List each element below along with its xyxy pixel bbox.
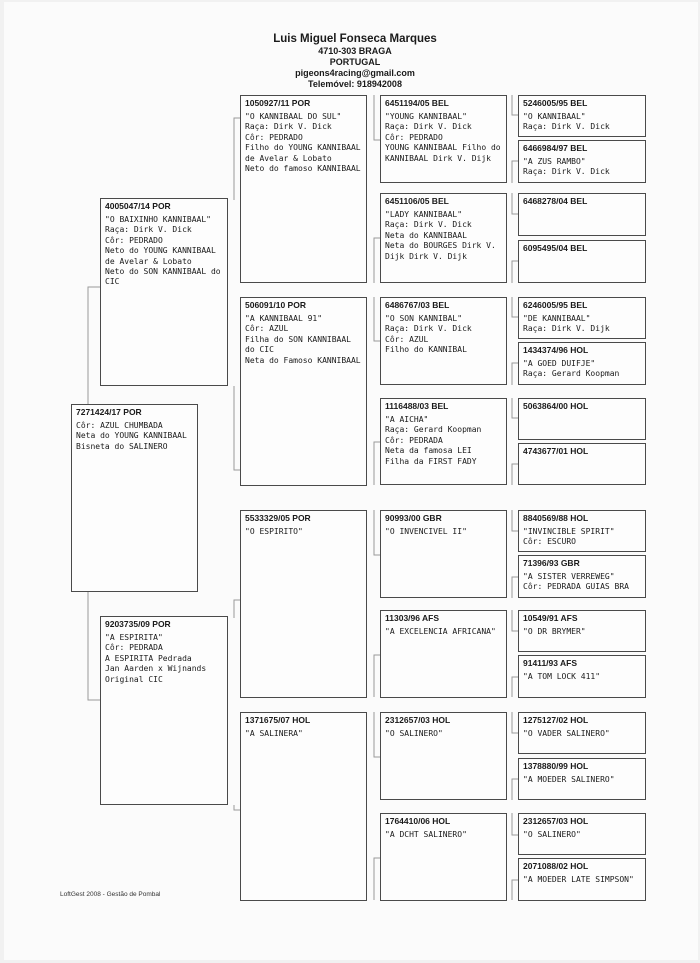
bird-detail-line: Côr: ESCURO: [523, 537, 576, 547]
ring-number: 4743677/01 HOL: [523, 446, 589, 456]
bird-detail-line: "A ESPIRITA": [105, 633, 163, 642]
ring-number: 11303/96 AFS: [385, 613, 440, 623]
bird-detail-line: "O DR BRYMER": [523, 627, 586, 636]
bird-details: [523, 672, 641, 682]
bird-detail-line: "YOUNG KANNIBAAL": [385, 112, 467, 121]
ring-number: 2312657/03 HOL: [523, 816, 589, 826]
owner-address-line1: 4710-303 BRAGA: [318, 46, 392, 56]
bird-detail-line: Neta do Famoso KANNIBAAL: [245, 355, 361, 365]
bird-detail-line: "A KANNIBAAL 91": [245, 314, 323, 323]
ring-number: 1378880/99 HOL: [523, 761, 589, 771]
bird-detail-line: "O SALINERO": [385, 729, 443, 738]
bird-detail-line: Neta do KANNIBAAL: [385, 230, 467, 240]
bird-detail-line: "A GOED DUIFJE": [523, 359, 596, 368]
ring-number: 6451194/05 BEL: [385, 98, 449, 108]
ring-number: 6246005/95 BEL: [523, 300, 588, 310]
ring-number: 1434374/96 HOL: [523, 345, 589, 355]
bird-detail-line: Raça: Gerard Koopman: [385, 425, 482, 435]
pedigree-box-ss: [240, 95, 367, 283]
pedigree-box-g10: [518, 555, 646, 598]
bird-detail-line: "A DCHT SALINERO": [385, 830, 467, 839]
pedigree-box-g15: [518, 813, 646, 855]
bird-detail-line: "A MOEDER SALINERO": [523, 775, 615, 784]
bird-detail-line: "LADY KANNIBAAL": [385, 210, 463, 219]
ring-number: 7271424/17 POR: [76, 407, 142, 417]
pedigree-box-g16: [518, 858, 646, 901]
ring-number: 5533329/05 POR: [245, 513, 311, 523]
software-footer: LoftGest 2008 - Gestão de Pombal: [60, 891, 161, 898]
ring-number: 9203735/09 POR: [105, 619, 171, 629]
bird-details: [523, 359, 641, 380]
bird-details: [385, 112, 506, 164]
pedigree-box-dss: [380, 510, 507, 598]
bird-detail-line: Côr: PEDRADA: [385, 435, 443, 445]
pedigree-box-sss: [380, 95, 507, 183]
bird-detail-line: Jan Aarden x Wijnands Original CIC: [105, 664, 211, 684]
bird-details: [245, 112, 366, 174]
ring-number: 2071088/02 HOL: [523, 861, 589, 871]
bird-details: [523, 627, 641, 637]
bird-detail-line: "A AICHA": [385, 415, 429, 424]
ring-number: 6095495/04 BEL: [523, 243, 588, 253]
ring-number: 10549/91 AFS: [523, 613, 578, 623]
bird-detail-line: Neto do YOUNG KANNIBAAL de Avelar & Lobato: [105, 246, 221, 266]
bird-details: [523, 157, 641, 178]
bird-detail-line: Côr: PEDRADA GUIAS BRA: [523, 582, 629, 592]
bird-detail-line: "O ESPIRITO": [245, 527, 303, 536]
bird-detail-line: "A SALINERA": [245, 729, 303, 738]
ring-number: 6468278/04 BEL: [523, 196, 588, 206]
bird-detail-line: Neta do BOURGES Dirk V. Dijk Dirk V. Dijk: [385, 241, 501, 261]
bird-details: [523, 112, 641, 133]
bird-details: [245, 729, 362, 739]
bird-detail-line: Filho do YOUNG KANNIBAAL de Avelar & Lobato: [245, 143, 366, 163]
ring-number: 5246005/95 BEL: [523, 98, 588, 108]
pedigree-box-g7: [518, 398, 646, 440]
ring-number: 5063864/00 HOL: [523, 401, 589, 411]
pedigree-box-g2: [518, 140, 646, 183]
bird-details: [76, 421, 193, 452]
pedigree-box-ddd: [380, 813, 507, 901]
ring-number: 4005047/14 POR: [105, 201, 171, 211]
bird-detail-line: Raça: Dirk V. Dick: [245, 122, 332, 132]
bird-details: [385, 729, 502, 739]
bird-detail-line: Neta da famosa LEI: [385, 446, 472, 456]
bird-detail-line: Neto do famoso KANNIBAAL: [245, 164, 361, 174]
bird-details: [245, 527, 362, 537]
bird-details: [523, 830, 641, 840]
bird-details: [385, 314, 502, 356]
pedigree-box-g9: [518, 510, 646, 552]
bird-detail-line: "INVINCIBLE SPIRIT": [523, 527, 615, 536]
pedigree-box-dam: [100, 616, 228, 805]
pedigree-box-g14: [518, 758, 646, 800]
bird-detail-line: Filha do SON KANNIBAAL do CIC: [245, 334, 356, 355]
ring-number: 1050927/11 POR: [245, 98, 311, 108]
bird-detail-line: A ESPIRITA Pedrada: [105, 653, 192, 663]
bird-details: [523, 314, 641, 335]
bird-detail-line: Neta do YOUNG KANNIBAAL: [76, 431, 187, 441]
bird-details: [523, 775, 641, 785]
bird-detail-line: Raça: Dirk V. Dick: [523, 122, 610, 132]
bird-detail-line: "O INVENCIVEL II": [385, 527, 467, 536]
pedigree-box-g1: [518, 95, 646, 137]
pedigree-box-g12: [518, 655, 646, 698]
pedigree-box-g4: [518, 240, 646, 283]
pedigree-box-g13: [518, 712, 646, 754]
bird-detail-line: Neto do SON KANNIBAAL do CIC: [105, 267, 226, 287]
bird-detail-line: "A MOEDER LATE SIMPSON": [523, 875, 634, 884]
ring-number: 71396/93 GBR: [523, 558, 580, 568]
ring-number: 1116488/03 BEL: [385, 401, 449, 411]
pedigree-box-g6: [518, 342, 646, 385]
bird-detail-line: "O KANNIBAAL DO SUL": [245, 112, 342, 121]
bird-detail-line: Raça: Dirk V. Dick: [385, 122, 472, 132]
bird-details: [385, 415, 502, 467]
pedigree-box-dsd: [380, 610, 507, 698]
ring-number: 6466984/97 BEL: [523, 143, 588, 153]
ring-number: 8840569/88 HOL: [523, 513, 589, 523]
pedigree-box-g8: [518, 443, 646, 485]
ring-number: 1275127/02 HOL: [523, 715, 589, 725]
pedigree-box-dds: [380, 712, 507, 800]
ring-number: 6451106/05 BEL: [385, 196, 449, 206]
bird-detail-line: Raça: Dirk V. Dick: [385, 220, 472, 230]
ring-number: 6486767/03 BEL: [385, 300, 450, 310]
bird-details: [523, 527, 641, 548]
bird-detail-line: "A TOM LOCK 411": [523, 672, 601, 681]
bird-detail-line: Côr: PEDRADO: [105, 235, 163, 245]
pedigree-box-sd: [240, 297, 367, 486]
owner-phone: Telemóvel: 918942008: [308, 79, 402, 89]
pedigree-box-subject: [71, 404, 198, 592]
bird-detail-line: Raça: Dirk V. Dick: [105, 225, 192, 235]
bird-details: [105, 215, 226, 288]
pedigree-box-sds: [380, 297, 507, 385]
owner-name: Luis Miguel Fonseca Marques: [273, 33, 437, 45]
bird-detail-line: Filho do KANNIBAL: [385, 345, 467, 355]
pedigree-box-dd: [240, 712, 367, 901]
bird-detail-line: Côr: PEDRADO: [245, 132, 303, 142]
ring-number: 2312657/03 HOL: [385, 715, 451, 725]
bird-detail-line: Raça: Gerard Koopman: [523, 369, 620, 379]
bird-detail-line: Côr: PEDRADO: [385, 132, 443, 142]
bird-details: [385, 830, 502, 840]
pedigree-box-g11: [518, 610, 646, 652]
bird-detail-line: Raça: Dirk V. Dijk: [523, 324, 610, 334]
pedigree-box-ssd: [380, 193, 507, 283]
bird-details: [385, 627, 502, 637]
pedigree-box-sire: [100, 198, 228, 386]
bird-details: [523, 875, 641, 885]
bird-detail-line: "A SISTER VERREWEG": [523, 572, 615, 581]
bird-detail-line: Filha da FIRST FADY: [385, 456, 477, 466]
bird-details: [385, 527, 502, 537]
owner-address-line2: PORTUGAL: [329, 57, 381, 67]
bird-detail-line: Côr: PEDRADA: [105, 643, 163, 653]
bird-detail-line: Côr: AZUL CHUMBADA: [76, 421, 163, 430]
bird-details: [523, 729, 641, 739]
bird-detail-line: "A EXCELENCIA AFRICANA": [385, 627, 496, 636]
bird-detail-line: "O VADER SALINERO": [523, 729, 610, 738]
bird-detail-line: "A ZUS RAMBO": [523, 157, 586, 166]
bird-details: [105, 633, 223, 685]
bird-detail-line: Raça: Dirk V. Dick: [385, 324, 472, 334]
bird-detail-line: "O BAIXINHO KANNIBAAL": [105, 215, 211, 224]
bird-detail-line: Côr: AZUL: [245, 324, 289, 334]
bird-details: [385, 210, 502, 262]
pedigree-box-g3: [518, 193, 646, 236]
ring-number: 1371675/07 HOL: [245, 715, 311, 725]
pedigree-box-g5: [518, 297, 646, 339]
bird-detail-line: YOUNG KANNIBAAL Filho do KANNIBAAL Dirk V. Dijk: [385, 143, 506, 163]
ring-number: 90993/00 GBR: [385, 513, 442, 523]
bird-detail-line: "O KANNIBAAL": [523, 112, 586, 121]
bird-detail-line: Bisneta do SALINERO: [76, 441, 168, 451]
owner-email: pigeons4racing@gmail.com: [295, 68, 415, 78]
bird-detail-line: "O SON KANNIBAL": [385, 314, 463, 323]
bird-details: [245, 314, 362, 366]
bird-detail-line: "O SALINERO": [523, 830, 581, 839]
pedigree-box-sdd: [380, 398, 507, 485]
bird-detail-line: Raça: Dirk V. Dick: [523, 167, 610, 177]
bird-details: [523, 572, 641, 593]
ring-number: 91411/93 AFS: [523, 658, 578, 668]
bird-detail-line: "DE KANNIBAAL": [523, 314, 591, 323]
ring-number: 1764410/06 HOL: [385, 816, 451, 826]
bird-detail-line: Côr: AZUL: [385, 334, 429, 344]
ring-number: 506091/10 POR: [245, 300, 306, 310]
pedigree-box-ds: [240, 510, 367, 698]
